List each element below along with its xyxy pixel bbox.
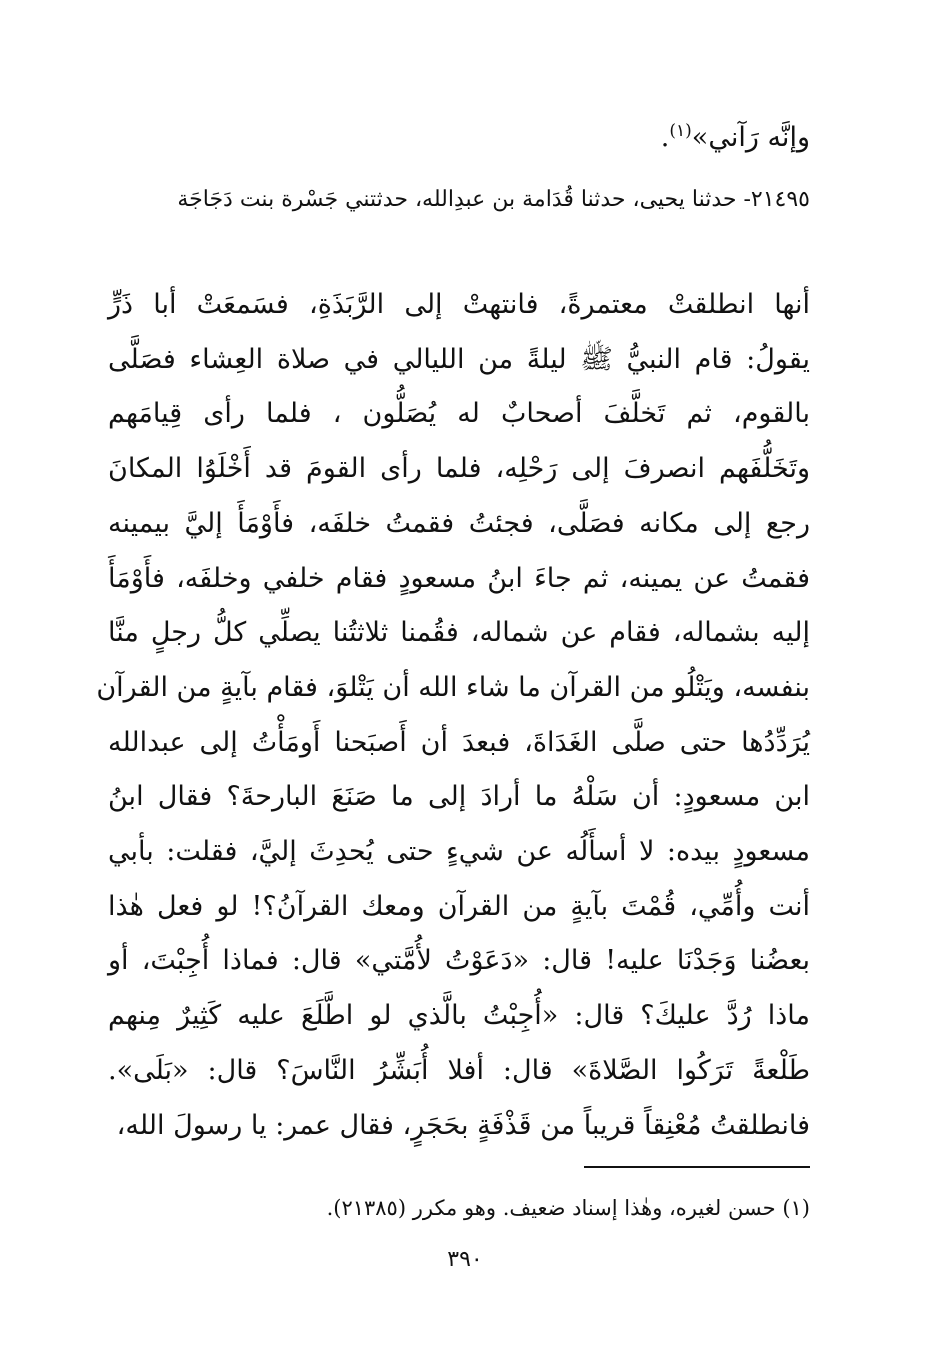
opening-period: . xyxy=(660,122,670,153)
body-line: بالقوم، ثم تَخلَّفَ أصحابٌ له يُصَلُّون ، فلما رأى قِيامَهم xyxy=(108,398,810,430)
body-line: رجع إلى مكانه فصَلَّى، فجئتُ فقمتُ خلفَه، فأَوْمَأَ إليَّ بيمينه xyxy=(108,507,810,539)
body-line: ابن مسعودٍ: أن سَلْهُ ما أرادَ إلى ما صَنَعَ البارحةَ؟ فقال ابنُ xyxy=(108,781,810,813)
body-line: أنها انطلقتْ معتمرةً، فانتهتْ إلى الرَّبَذَةِ، فسَمعَتْ أبا ذَرٍّ xyxy=(108,289,810,320)
body-line: ماذا رُدَّ عليكَ؟ قال: «أُجِبْتُ بالَّذي لو اطَّلَعَ عليه كَثِيرٌ مِنهم xyxy=(108,1000,810,1032)
footnote: (١) حسن لغيره، وهٰذا إسناد ضعيف. وهو مكرر (٢١٣٨٥). xyxy=(326,1196,810,1220)
body-line: أنت وأُمِّي، قُمْتَ بآيةٍ من القرآن ومعك القرآنُ؟! لو فعل هٰذا xyxy=(108,890,810,922)
footnote-reference: (١) xyxy=(669,121,692,141)
body-line: بنفسه، ويَتْلُو من القرآن ما شاء الله أن يَتْلوَ، فقام بآيةٍ من القرآن xyxy=(96,671,810,703)
page-number: ٣٩٠ xyxy=(447,1247,483,1272)
body-line: إليه بشماله، فقام عن شماله، فقُمنا ثلاثتُنا يصلِّي كلُّ رجلٍ منَّا xyxy=(108,617,810,649)
body-line: وتَخَلُّفَهم انصرفَ إلى رَحْلِه، فلما رأى القومَ قد أَخْلَوُا المكانَ xyxy=(108,453,810,485)
body-line: فقمتُ عن يمينه، ثم جاءَ ابنُ مسعودٍ فقام خلفي وخلفَه، فأَوْمَأَ xyxy=(108,562,810,594)
body-line: يُرَدِّدُها حتى صلَّى الغَدَاةَ، فبعدَ أن أَصبَحنا أَومَأْتُ إلى عبدالله xyxy=(108,726,810,758)
body-line: بعضُنا وَجَدْنَا عليه! قال: «دَعَوْتُ لأُمَّتي» قال: فماذا أُجِبْتَ، أو xyxy=(108,945,810,977)
body-line: طَلْعةً تَرَكُوا الصَّلاةَ» قال: أفلا أُبَشِّرُ النَّاسَ؟ قال: «بَلَى». xyxy=(108,1054,810,1086)
footnote-separator xyxy=(584,1166,810,1168)
opening-line xyxy=(108,112,810,164)
body-line: مسعودٍ بيده: لا أسأَلُه عن شيءٍ حتى يُحدِثَ إليَّ، فقلت: بأبي xyxy=(108,836,810,868)
hadith-chain-of-narration: ٢١٤٩٥- حدثنا يحيى، حدثنا قُدَامة بن عبدِالله، حدثتني جَسْرة بنت دَجَاجَة xyxy=(177,187,810,212)
body-line: فانطلقتُ مُعْنِقاً قريباً من قَذْفَةٍ بحَجَرٍ، فقال عمر: يا رسولَ الله، xyxy=(116,1109,810,1141)
body-line: يقولُ: قام النبيُّ ﷺ ليلةً من الليالي في صلاة العِشاء فصَلَّى xyxy=(108,343,810,375)
hadith-body xyxy=(96,278,810,1153)
opening-text: وإنَّه رَآني» xyxy=(691,122,810,153)
